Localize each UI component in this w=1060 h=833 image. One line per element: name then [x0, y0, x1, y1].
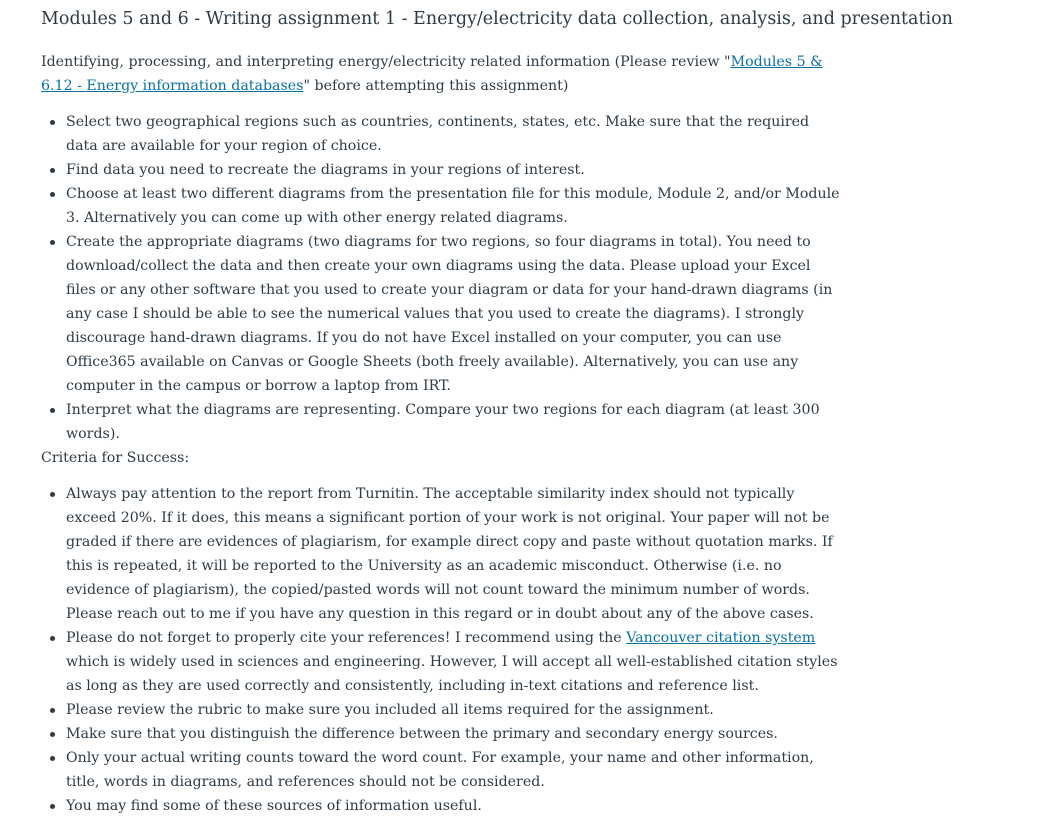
page-title: Modules 5 and 6 - Writing assignment 1 - Energy/electricity data collection, analysis, and presentation [41, 9, 953, 29]
citation-text-after: which is widely used in sciences and engineering. However, I will accept all well-established citation styles as long as they are used correctly and consistently, including in-text citations and reference list. [66, 654, 838, 694]
criteria-item-rubric: Please review the rubric to make sure you included all items required for the assignment. [41, 698, 841, 722]
criteria-list [41, 482, 841, 818]
intro-paragraph [41, 50, 841, 98]
criteria-item-energy-sources: Make sure that you distinguish the difference between the primary and secondary energy sources. [41, 722, 841, 746]
task-item-choose-diagrams: Choose at least two different diagrams from the presentation file for this module, Module 2, and/or Module 3. Alternatively you can come up with other energy related diagrams. [41, 182, 841, 230]
criteria-item-word-count: Only your actual writing counts toward the word count. For example, your name and other information, title, words in diagrams, and references should not be considered. [41, 746, 841, 794]
task-item-create-diagrams: Create the appropriate diagrams (two diagrams for two regions, so four diagrams in total). You need to download/collect the data and then create your own diagrams using the data. Please upload your Excel files or any other software that you used to create your diagram or data for your hand-drawn diagrams (in any case I should be able to see the numerical values that you used to create the diagrams). I strongly discourage hand-drawn diagrams. If you do not have Excel installed on your computer, you can use Office365 available on Canvas or Google Sheets (both freely available). Alternatively, you can use any computer in the campus or borrow a laptop from IRT. [41, 230, 841, 398]
citation-text-before: Please do not forget to properly cite your references! I recommend using the [66, 630, 627, 646]
criteria-item-useful-sources: You may find some of these sources of information useful. [41, 794, 841, 818]
energy-databases-link[interactable]: Modules 5 & 6.12 - Energy information databases [41, 54, 823, 94]
intro-text-before: Identifying, processing, and interpreting energy/electricity related information (Please review " [41, 54, 731, 70]
criteria-heading: Criteria for Success: [41, 450, 190, 466]
vancouver-citation-link[interactable]: Vancouver citation system [626, 630, 816, 646]
task-item-interpret: Interpret what the diagrams are representing. Compare your two regions for each diagram (at least 300 words). [41, 398, 841, 446]
task-item-regions: Select two geographical regions such as countries, continents, states, etc. Make sure that the required data are available for your region of choice. [41, 110, 841, 158]
criteria-item-citation [41, 626, 841, 698]
task-list [41, 110, 841, 446]
task-item-find-data: Find data you need to recreate the diagrams in your regions of interest. [41, 158, 841, 182]
criteria-item-turnitin: Always pay attention to the report from Turnitin. The acceptable similarity index should not typically exceed 20%. If it does, this means a significant portion of your work is not original. Your paper will not be graded if there are evidences of plagiarism, for example direct copy and paste without quotation marks. If this is repeated, it will be reported to the University as an academic misconduct. Otherwise (i.e. no evidence of plagiarism), the copied/pasted words will not count toward the minimum number of words. Please reach out to me if you have any question in this regard or in doubt about any of the above cases. [41, 482, 841, 626]
intro-text-after: " before attempting this assignment) [303, 78, 569, 94]
